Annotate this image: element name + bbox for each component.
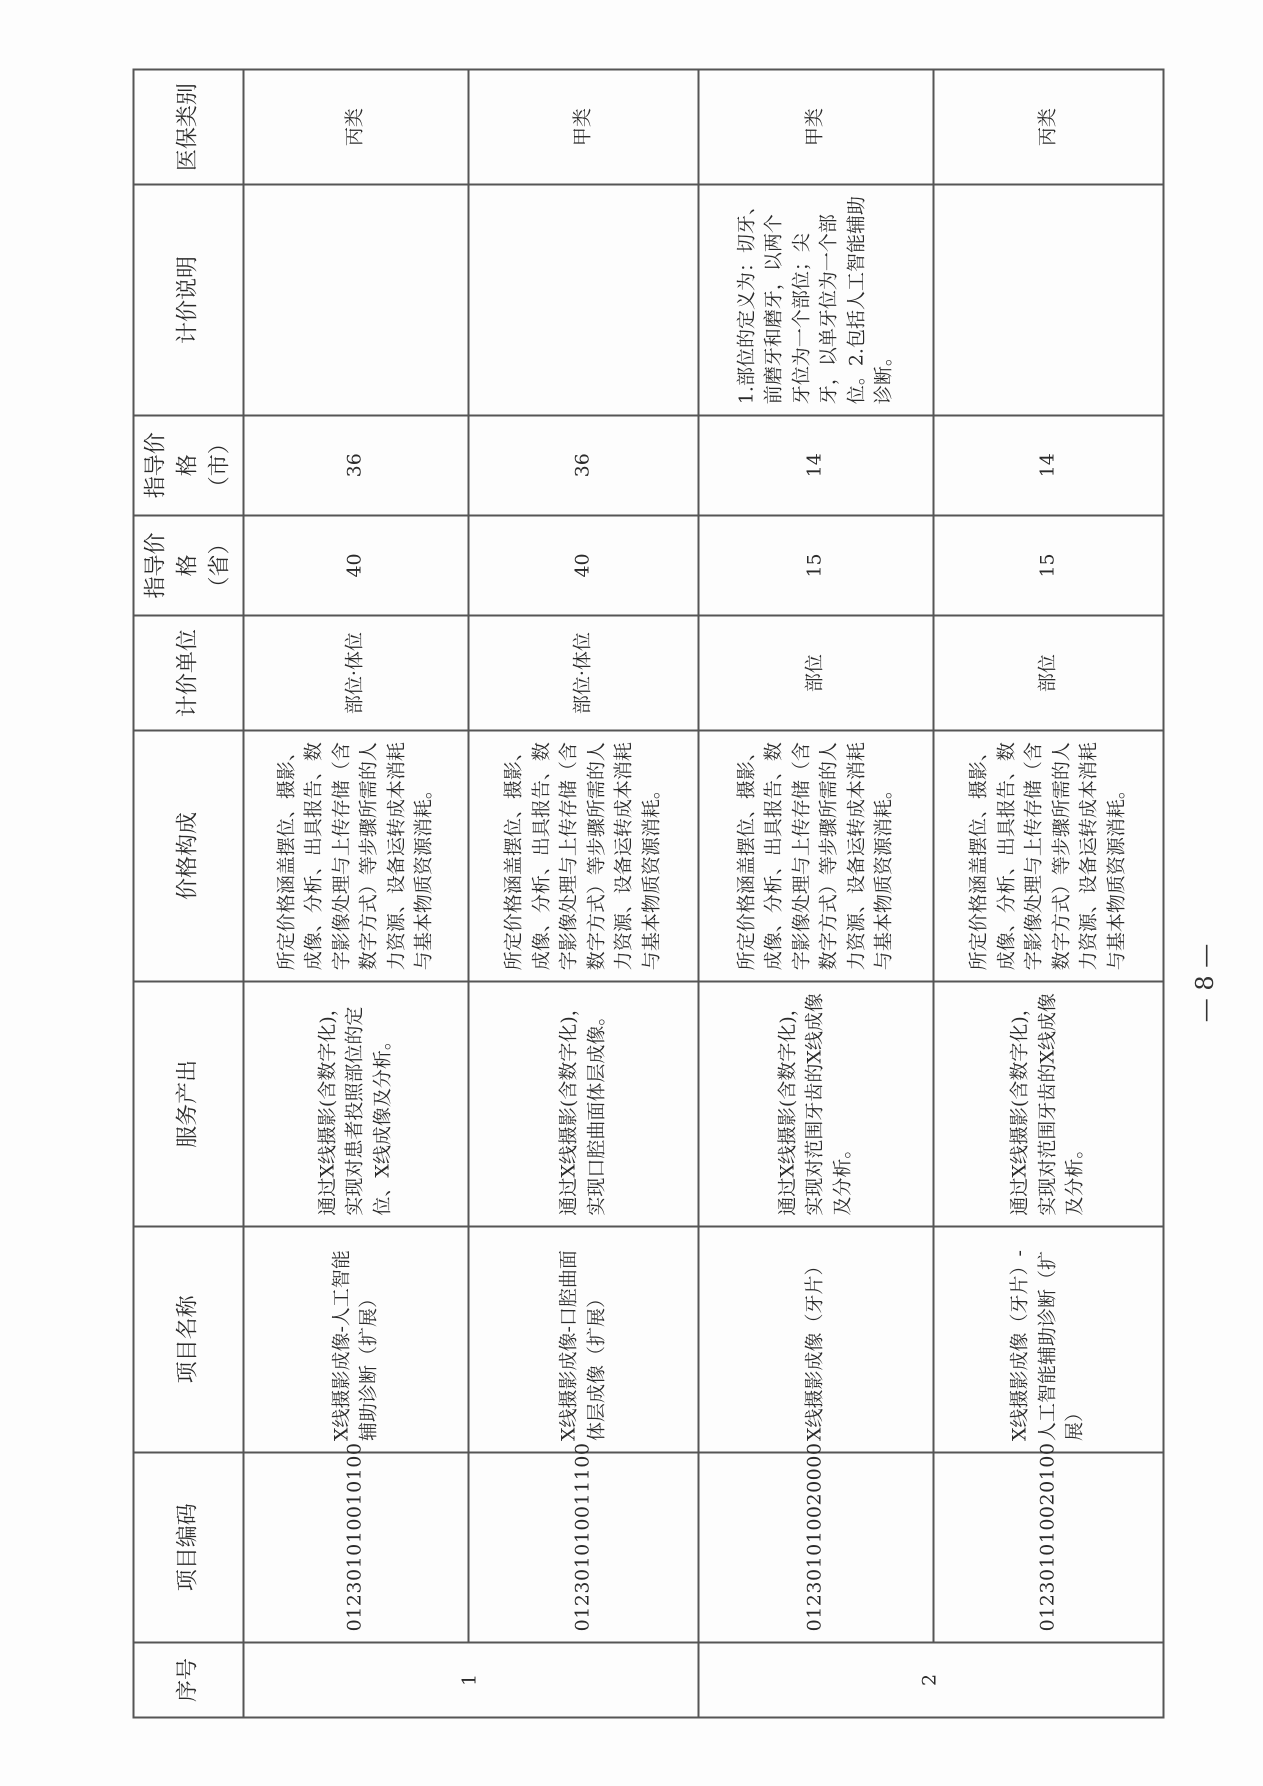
composition-cell: 所定价格涵盖摆位、摄影、成像、分析、出具报告、数字影像处理与上传存储（含数字方式）等步骤所需的人力资源、设备运转成本消耗与基本物质资源消耗。 [243,731,468,981]
price-city-cell: 14 [933,415,1163,515]
table-row [243,70,468,1718]
rotated-content [133,69,1128,1719]
code-cell: 012301010011100 [468,1452,698,1642]
code-cell: 012301010020000 [698,1452,933,1642]
insurance-cell: 丙类 [933,70,1163,185]
header-seq: 序号 [134,1642,244,1717]
price-prov-cell: 40 [468,515,698,615]
header-price-city [134,415,244,515]
price-prov-cell: 15 [698,515,933,615]
price-city-cell: 36 [468,415,698,515]
price-table [133,69,1165,1719]
unit-cell: 部位 [698,616,933,731]
note-cell [468,185,698,415]
header-price-prov-line1: 指导价格 [143,532,201,599]
header-price-city-line2: （市） [207,432,233,499]
name-cell: X线摄影成像（牙片）-人工智能辅助诊断（扩展） [933,1227,1163,1452]
header-insurance: 医保类别 [134,70,244,185]
unit-cell: 部位·体位 [468,616,698,731]
output-cell: 通过X线摄影(含数字化)，实现对范围牙齿的X线成像及分析。 [698,981,933,1226]
composition-cell: 所定价格涵盖摆位、摄影、成像、分析、出具报告、数字影像处理与上传存储（含数字方式）等步骤所需的人力资源、设备运转成本消耗与基本物质资源消耗。 [698,731,933,981]
note-cell: 1.部位的定义为：切牙、前磨牙和磨牙，以两个牙位为一个部位；尖牙，以单牙位为一个部位。2.包括人工智能辅助诊断。 [698,185,933,415]
note-cell [243,185,468,415]
header-row [134,70,244,1718]
note-cell [933,185,1163,415]
header-composition: 价格构成 [134,731,244,981]
table-row [698,70,933,1718]
output-cell: 通过X线摄影(含数字化)，实现口腔曲面体层成像。 [468,981,698,1226]
name-cell: X线摄影成像（牙片） [698,1227,933,1452]
composition-cell: 所定价格涵盖摆位、摄影、成像、分析、出具报告、数字影像处理与上传存储（含数字方式）等步骤所需的人力资源、设备运转成本消耗与基本物质资源消耗。 [468,731,698,981]
header-output: 服务产出 [134,981,244,1226]
name-cell: X线摄影成像-人工智能辅助诊断（扩展） [243,1227,468,1452]
output-cell: 通过X线摄影(含数字化)，实现对患者投照部位的定位、X线成像及分析。 [243,981,468,1226]
header-unit: 计价单位 [134,616,244,731]
price-city-cell: 36 [243,415,468,515]
page-number [1175,913,1235,1053]
code-cell: 012301010010100 [243,1452,468,1642]
header-note: 计价说明 [134,185,244,415]
code-cell: 012301010020100 [933,1452,1163,1642]
unit-cell: 部位·体位 [243,616,468,731]
composition-cell: 所定价格涵盖摆位、摄影、成像、分析、出具报告、数字影像处理与上传存储（含数字方式）等步骤所需的人力资源、设备运转成本消耗与基本物质资源消耗。 [933,731,1163,981]
insurance-cell: 甲类 [468,70,698,185]
header-price-city-line1: 指导价格 [143,432,201,499]
header-code: 项目编码 [134,1452,244,1642]
page-number-text: — 8 — [1191,943,1219,1023]
price-prov-cell: 40 [243,515,468,615]
header-name: 项目名称 [134,1227,244,1452]
table-row [468,70,698,1718]
header-price-prov-line2: （省） [207,532,233,599]
seq-cell: 1 [243,1642,698,1717]
price-city-cell: 14 [698,415,933,515]
table-row [933,70,1163,1718]
seq-cell: 2 [698,1642,1163,1717]
insurance-cell: 甲类 [698,70,933,185]
output-cell: 通过X线摄影(含数字化)，实现对范围牙齿的X线成像及分析。 [933,981,1163,1226]
header-price-prov [134,515,244,615]
unit-cell: 部位 [933,616,1163,731]
name-cell: X线摄影成像-口腔曲面体层成像（扩展） [468,1227,698,1452]
price-prov-cell: 15 [933,515,1163,615]
insurance-cell: 丙类 [243,70,468,185]
